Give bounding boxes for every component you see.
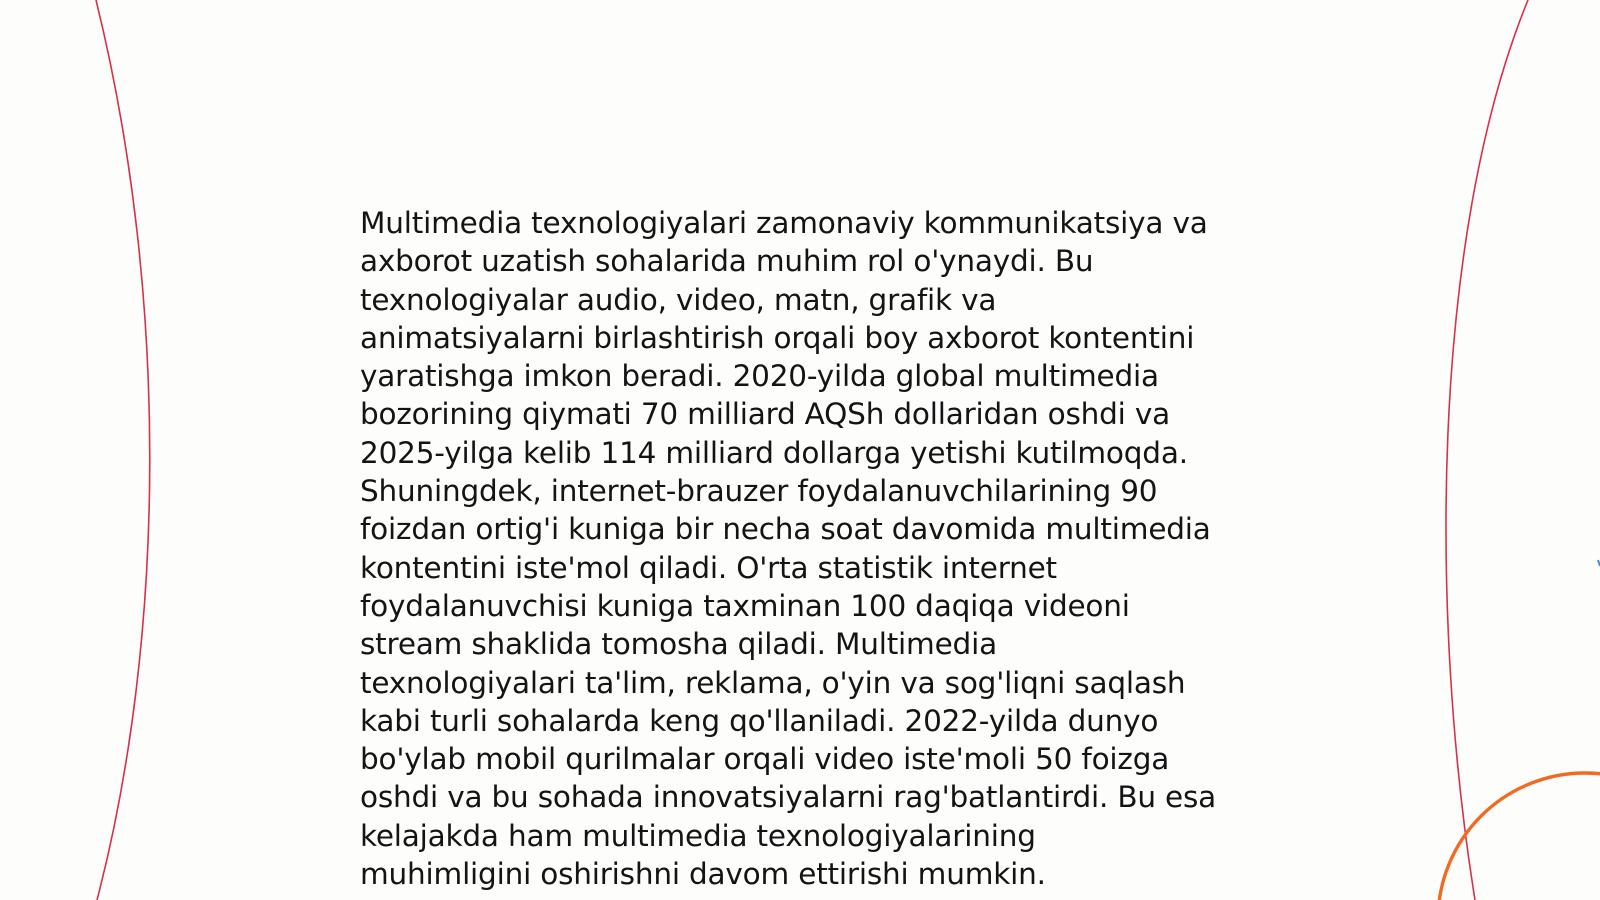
text-line: muhimligini oshirishni davom ettirishi mumkin. [360,857,1046,892]
text-line: axborot uzatish sohalarida muhim rol o'ynaydi. Bu [360,244,1094,279]
text-line: stream shaklida tomosha qiladi. Multimedia [360,627,997,662]
text-line: texnologiyalar audio, video, matn, grafik va [360,282,997,317]
body-paragraph [360,204,1250,893]
text-line: Multimedia texnologiyalari zamonaviy kommunikatsiya va [360,206,1208,240]
text-line: oshdi va bu sohada innovatsiyalarni rag'batlantirdi. Bu esa [360,780,1217,815]
text-line: kabi turli sohalarda keng qo'llaniladi. 2022-yilda dunyo [360,703,1159,738]
orange-circle [1438,773,1600,900]
left-arc [96,0,150,900]
text-line: bo'ylab mobil qurilmalar orqali video iste'moli 50 foizga [360,742,1170,777]
text-line: yaratishga imkon beradi. 2020-yilda global multimedia [360,359,1159,394]
text-line: foizdan ortig'i kuniga bir necha soat davomida multimedia [360,512,1211,547]
text-line: animatsiyalarni birlashtirish orqali boy axborot kontentini [360,320,1195,355]
text-line: kelajakda ham multimedia texnologiyalarining [360,818,1036,853]
text-line: foydalanuvchisi kuniga taxminan 100 daqiqa videoni [360,588,1130,623]
text-line: Shuningdek, internet-brauzer foydalanuvchilarining 90 [360,474,1158,509]
text-line: kontentini iste'mol qiladi. O'rta statistik internet [360,550,1057,585]
text-line: texnologiyalari ta'lim, reklama, o'yin va sog'liqni saqlash [360,665,1186,700]
right-arc [1446,0,1528,900]
text-line: bozorining qiymati 70 milliard AQSh dollaridan oshdi va [360,397,1170,432]
text-line: 2025-yilga kelib 114 milliard dollarga yetishi kutilmoqda. [360,435,1188,470]
